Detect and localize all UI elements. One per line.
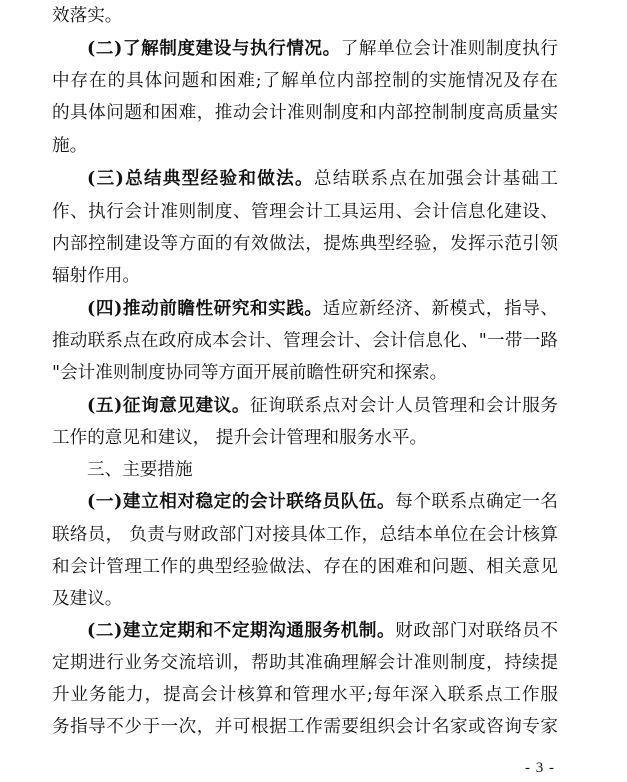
- text-line: [52, 711, 558, 743]
- text-line: [52, 196, 558, 228]
- text-line: [52, 647, 558, 679]
- text-segment: 效落实。: [52, 6, 123, 26]
- text-line: [52, 130, 558, 162]
- text-line: [52, 551, 558, 583]
- section-heading-text: 三、主要措施: [87, 460, 193, 480]
- section-heading: [87, 454, 558, 486]
- text-segment: 中存在的具体问题和困难;了解单位内部控制的实施情况及存在: [52, 71, 558, 91]
- text-line: [52, 260, 558, 292]
- text-segment: 定期进行业务交流培训，帮助其准确理解会计准则制度，持续提: [52, 653, 558, 673]
- text-segment: 内部控制建设等方面的有效做法，提炼典型经验，发挥示范引领: [52, 234, 558, 254]
- text-segment: 总结联系点在加强会计基础工: [313, 169, 558, 189]
- text-line: [52, 583, 558, 615]
- text-line: [87, 390, 558, 422]
- text-segment: 适应新经济、新模式，指导、: [322, 299, 558, 319]
- subsection-heading: (二)建立定期和不定期沟通服务机制。: [87, 620, 396, 641]
- text-line: [52, 357, 558, 389]
- text-line: [87, 163, 558, 195]
- text-line: [87, 615, 558, 647]
- subsection-heading: (二)了解制度建设与执行情况。: [87, 38, 341, 59]
- text-line: [52, 97, 558, 129]
- text-line: [52, 0, 558, 32]
- text-line: [87, 293, 558, 325]
- text-line: [52, 65, 558, 97]
- text-segment: 辐射作用。: [52, 266, 140, 286]
- text-segment: 财政部门对联络员不: [395, 621, 558, 641]
- subsection-heading: (四)推动前瞻性研究和实践。: [87, 298, 323, 319]
- text-segment: 的具体问题和困难，推动会计准则制度和内部控制制度高质量实: [52, 103, 558, 123]
- subsection-heading: (一)建立相对稳定的会计联络员队伍。: [87, 491, 396, 512]
- text-line: [52, 679, 558, 711]
- subsection-heading: (三)总结典型经验和做法。: [87, 168, 314, 189]
- text-line: [87, 33, 558, 65]
- text-segment: 征询联系点对会计人员管理和会计服务: [249, 396, 558, 416]
- text-segment: "会计准则制度协同等方面开展前瞻性研究和探索。: [52, 363, 448, 383]
- page-number: - 3 -: [525, 760, 555, 776]
- subsection-heading: (五)征询意见建议。: [87, 395, 250, 416]
- text-segment: 和会计管理工作的典型经验做法、存在的困难和问题、相关意见: [52, 557, 558, 577]
- text-segment: 了解单位会计准则制度执行: [340, 39, 558, 59]
- text-segment: 施。: [52, 136, 88, 156]
- text-line: [52, 422, 558, 454]
- text-segment: 作、执行会计准则制度、管理会计工具运用、会计信息化建设、: [52, 202, 558, 222]
- text-line: [52, 325, 558, 357]
- text-segment: 每个联系点确定一名: [395, 492, 558, 512]
- text-segment: 升业务能力，提高会计核算和管理水平;每年深入联系点工作服: [52, 685, 558, 705]
- text-segment: 及建议。: [52, 589, 123, 609]
- text-line: [52, 228, 558, 260]
- text-segment: 联络员， 负责与财政部门对接具体工作，总结本单位在会计核算: [52, 525, 558, 545]
- text-line: [52, 519, 558, 551]
- text-line: [87, 486, 558, 518]
- text-segment: 工作的意见和建议， 提升会计管理和服务水平。: [52, 428, 428, 448]
- text-segment: 推动联系点在政府成本会计、管理会计、会计信息化、"一带一路: [52, 331, 558, 351]
- text-segment: 务指导不少于一次，并可根据工作需要组织会计名家或咨询专家: [52, 717, 558, 737]
